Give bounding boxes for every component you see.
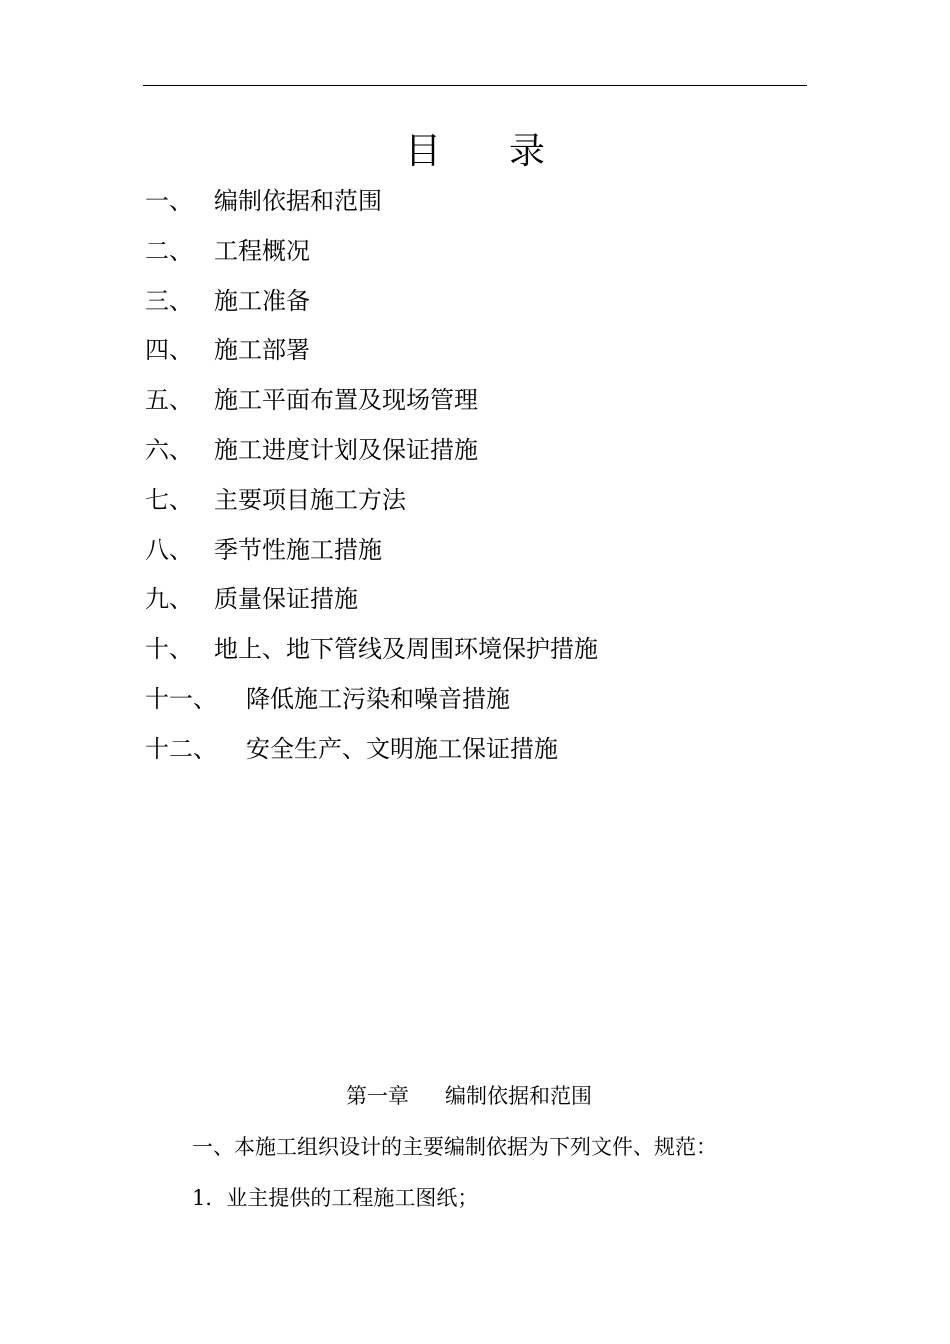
toc-item-text: 施工部署 <box>214 336 310 365</box>
toc-item-text: 施工平面布置及现场管理 <box>214 386 478 415</box>
toc-item[interactable] <box>145 680 598 730</box>
toc-item-number: 九、 <box>145 585 193 614</box>
toc-item-number: 五、 <box>145 386 193 415</box>
toc-item-number: 七、 <box>145 485 193 514</box>
toc-item[interactable] <box>145 431 598 481</box>
header-rule <box>143 85 807 86</box>
toc-title-left: 目 <box>404 131 441 172</box>
toc-item-number: 三、 <box>145 286 193 315</box>
toc-item-number: 一、 <box>145 187 193 215</box>
toc-item[interactable] <box>145 182 598 232</box>
toc-list <box>145 182 598 780</box>
body-paragraph: 一、本施工组织设计的主要编制依据为下列文件、规范： <box>192 1135 717 1159</box>
toc-item[interactable] <box>145 282 598 332</box>
toc-item-text: 安全生产、文明施工保证措施 <box>246 734 558 763</box>
toc-item-text: 施工进度计划及保证措施 <box>214 435 478 464</box>
toc-item[interactable] <box>145 481 598 531</box>
toc-item[interactable] <box>145 730 598 780</box>
toc-item[interactable] <box>145 232 598 282</box>
toc-item[interactable] <box>145 630 598 680</box>
toc-title <box>0 128 950 176</box>
toc-item-number: 四、 <box>145 336 193 365</box>
toc-item-number: 十二、 <box>145 734 217 763</box>
toc-item-number: 二、 <box>145 236 193 265</box>
body-paragraph: 1．业主提供的工程施工图纸； <box>192 1186 479 1210</box>
toc-item-text: 工程概况 <box>214 236 310 265</box>
toc-item-number: 六、 <box>145 435 193 464</box>
toc-item-text: 编制依据和范围 <box>214 187 382 215</box>
chapter-label: 第一章 <box>346 1084 409 1108</box>
toc-item-text: 降低施工污染和噪音措施 <box>246 684 510 713</box>
toc-item-text: 季节性施工措施 <box>214 535 382 564</box>
toc-item-number: 八、 <box>145 535 193 564</box>
toc-item[interactable] <box>145 531 598 581</box>
toc-item[interactable] <box>145 331 598 381</box>
toc-item-text: 质量保证措施 <box>214 585 358 614</box>
toc-item[interactable] <box>145 381 598 431</box>
toc-item-text: 主要项目施工方法 <box>214 485 406 514</box>
toc-title-right: 录 <box>509 131 546 172</box>
toc-item-text: 地上、地下管线及周围环境保护措施 <box>214 635 598 664</box>
toc-item-text: 施工准备 <box>214 286 310 315</box>
chapter-heading <box>346 1080 592 1112</box>
chapter-title: 编制依据和范围 <box>445 1084 592 1108</box>
toc-item-number: 十一、 <box>145 684 217 713</box>
toc-item[interactable] <box>145 580 598 630</box>
toc-item-number: 十、 <box>145 635 193 664</box>
